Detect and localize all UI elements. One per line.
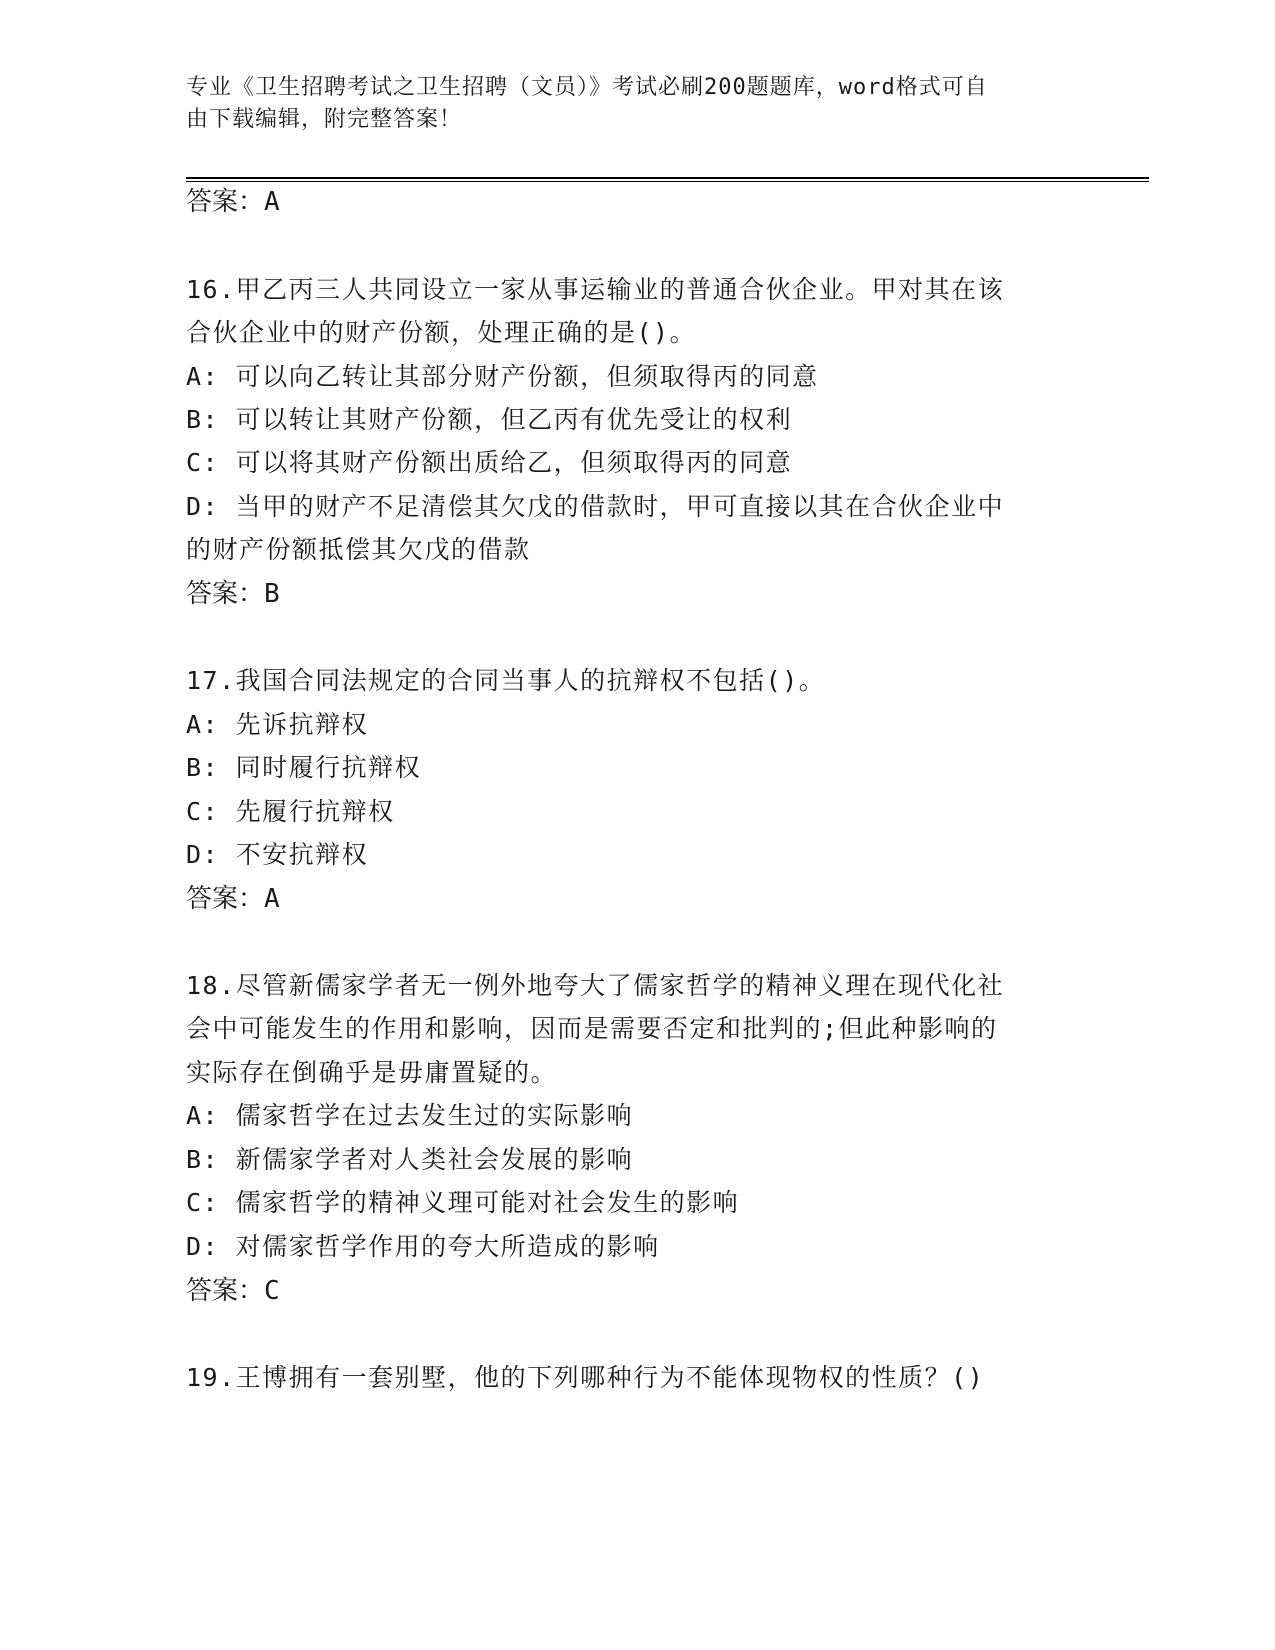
answer-line xyxy=(186,883,280,915)
question-stem-line: 18.尽管新儒家学者无一例外地夸大了儒家哲学的精神义理在现代化社 xyxy=(186,971,1005,1000)
answer-label: 答案： xyxy=(186,579,265,609)
answer-line xyxy=(186,1275,280,1307)
question-stem-line: 16.甲乙丙三人共同设立一家从事运输业的普通合伙企业。甲对其在该 xyxy=(186,275,1005,304)
option-d: D: 当甲的财产不足清偿其欠戊的借款时，甲可直接以其在合伙企业中 xyxy=(186,492,1005,521)
option-a: A: 儒家哲学在过去发生过的实际影响 xyxy=(186,1101,634,1130)
answer-label: 答案： xyxy=(186,1276,265,1306)
option-d-continued: 的财产份额抵偿其欠戊的借款 xyxy=(186,535,531,564)
option-c: C: 可以将其财产份额出质给乙，但须取得丙的同意 xyxy=(186,448,793,477)
question-stem-line: 17.我国合同法规定的合同当事人的抗辩权不包括()。 xyxy=(186,666,826,695)
option-c: C: 儒家哲学的精神义理可能对社会发生的影响 xyxy=(186,1188,740,1217)
answer-value: B xyxy=(264,579,280,609)
option-c: C: 先履行抗辩权 xyxy=(186,797,395,826)
answer-value: C xyxy=(264,1276,280,1306)
header-divider-thin xyxy=(186,181,1149,182)
option-d: D: 不安抗辩权 xyxy=(186,840,369,869)
answer-label: 答案： xyxy=(186,884,265,914)
option-a: A: 先诉抗辩权 xyxy=(186,710,369,739)
answer-line xyxy=(186,578,280,610)
question-stem-line: 会中可能发生的作用和影响，因而是需要否定和批判的;但此种影响的 xyxy=(186,1014,998,1043)
option-a: A: 可以向乙转让其部分财产份额，但须取得丙的同意 xyxy=(186,362,819,391)
option-b: B: 可以转让其财产份额，但乙丙有优先受让的权利 xyxy=(186,405,793,434)
header-divider-thick xyxy=(186,177,1149,179)
question-stem-line: 实际存在倒确乎是毋庸置疑的。 xyxy=(186,1058,558,1087)
option-d: D: 对儒家哲学作用的夸大所造成的影响 xyxy=(186,1232,660,1261)
option-b: B: 同时履行抗辩权 xyxy=(186,753,422,782)
question-stem-line: 19.王博拥有一套别墅，他的下列哪种行为不能体现物权的性质？() xyxy=(186,1363,985,1392)
answer-label: 答案： xyxy=(186,187,265,217)
answer-value: A xyxy=(264,187,280,217)
answer-line xyxy=(186,186,280,218)
option-b: B: 新儒家学者对人类社会发展的影响 xyxy=(186,1145,634,1174)
answer-value: A xyxy=(264,884,280,914)
header-line-2: 由下载编辑，附完整答案！ xyxy=(186,107,463,132)
document-header xyxy=(186,72,1066,136)
header-line-1: 专业《卫生招聘考试之卫生招聘（文员）》考试必刷200题题库，word格式可自 xyxy=(186,75,988,100)
question-stem-line: 合伙企业中的财产份额，处理正确的是()。 xyxy=(186,318,697,347)
